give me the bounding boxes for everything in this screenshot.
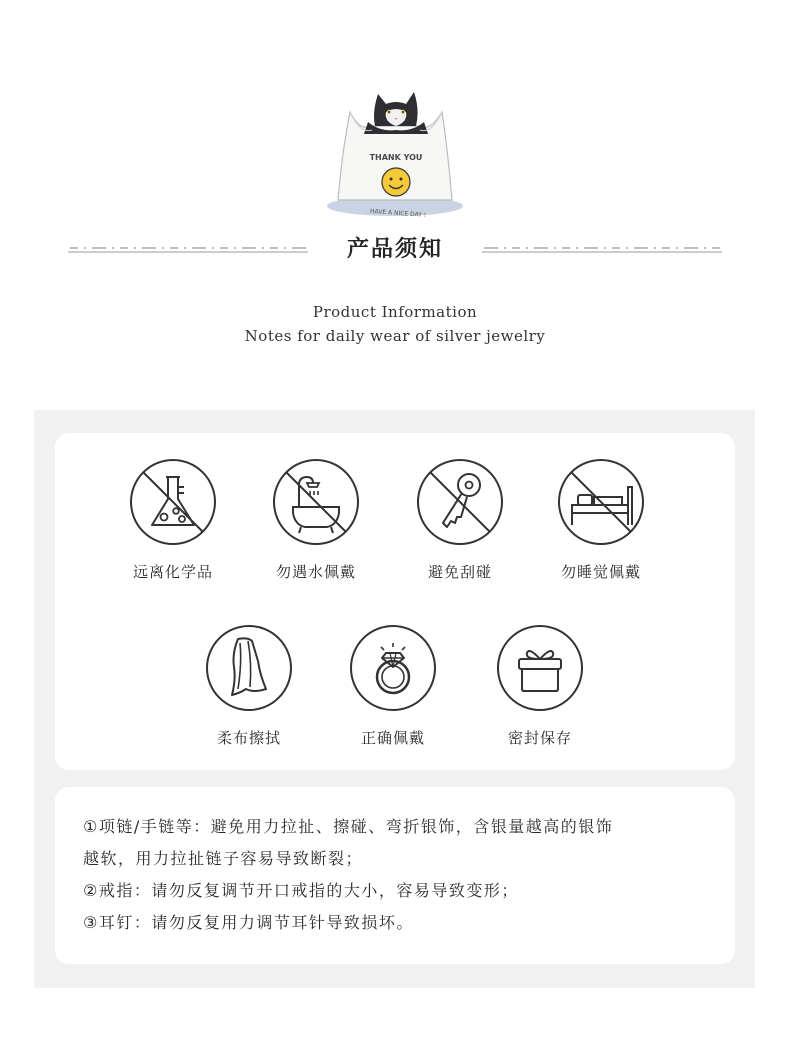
note-necklace-line-2: 越软，用力拉扯链子容易导致断裂； — [83, 849, 364, 868]
care-item-no-chemicals — [113, 457, 233, 582]
care-label-no-chemicals: 远离化学品 — [132, 563, 213, 581]
subtitle-line-2: Notes for daily wear of silver jewelry — [244, 327, 546, 345]
soft-cloth-icon — [204, 623, 294, 713]
no-key-scratch-icon — [415, 457, 505, 547]
care-item-no-water — [256, 457, 376, 582]
no-bath-icon — [271, 457, 361, 547]
cat-in-bag-icon — [320, 82, 470, 222]
bag-text-top: THANK YOU — [369, 153, 423, 162]
no-chemicals-icon — [128, 457, 218, 547]
care-label-no-sleep: 勿睡觉佩戴 — [560, 563, 641, 581]
care-item-no-sleep — [541, 457, 661, 582]
care-item-avoid-scratch — [400, 457, 520, 582]
care-item-sealed-storage — [480, 623, 600, 748]
care-notes-card — [55, 787, 735, 964]
note-earring: ③耳钉：请勿反复用力调节耳针导致损坏。 — [83, 913, 414, 932]
care-label-sealed-storage: 密封保存 — [507, 729, 572, 747]
care-item-soft-cloth — [189, 623, 309, 748]
cat-in-bag-illustration — [320, 82, 470, 222]
no-sleep-icon — [556, 457, 646, 547]
care-info-panel — [34, 410, 755, 988]
care-label-soft-cloth: 柔布擦拭 — [216, 729, 281, 747]
note-ring: ②戒指：请勿反复调节开口戒指的大小，容易导致变形； — [83, 881, 519, 900]
care-label-wear-correctly: 正确佩戴 — [360, 729, 425, 747]
subtitle-line-1: Product Information — [312, 303, 478, 321]
care-item-wear-correctly — [333, 623, 453, 748]
section-title-row — [0, 228, 790, 268]
decorative-line-right — [482, 236, 722, 256]
note-necklace-line-1: ①项链/手链等：避免用力拉扯、擦碰、弯折银饰，含银量越高的银饰 — [83, 817, 614, 836]
care-icons-card — [55, 433, 735, 770]
ring-icon — [348, 623, 438, 713]
gift-box-icon — [495, 623, 585, 713]
bag-text-bottom: HAVE A NICE DAY ! — [369, 208, 427, 219]
page-title: 产品须知 — [346, 236, 443, 262]
care-label-avoid-scratch: 避免刮碰 — [427, 563, 492, 581]
care-label-no-water: 勿遇水佩戴 — [275, 563, 356, 581]
